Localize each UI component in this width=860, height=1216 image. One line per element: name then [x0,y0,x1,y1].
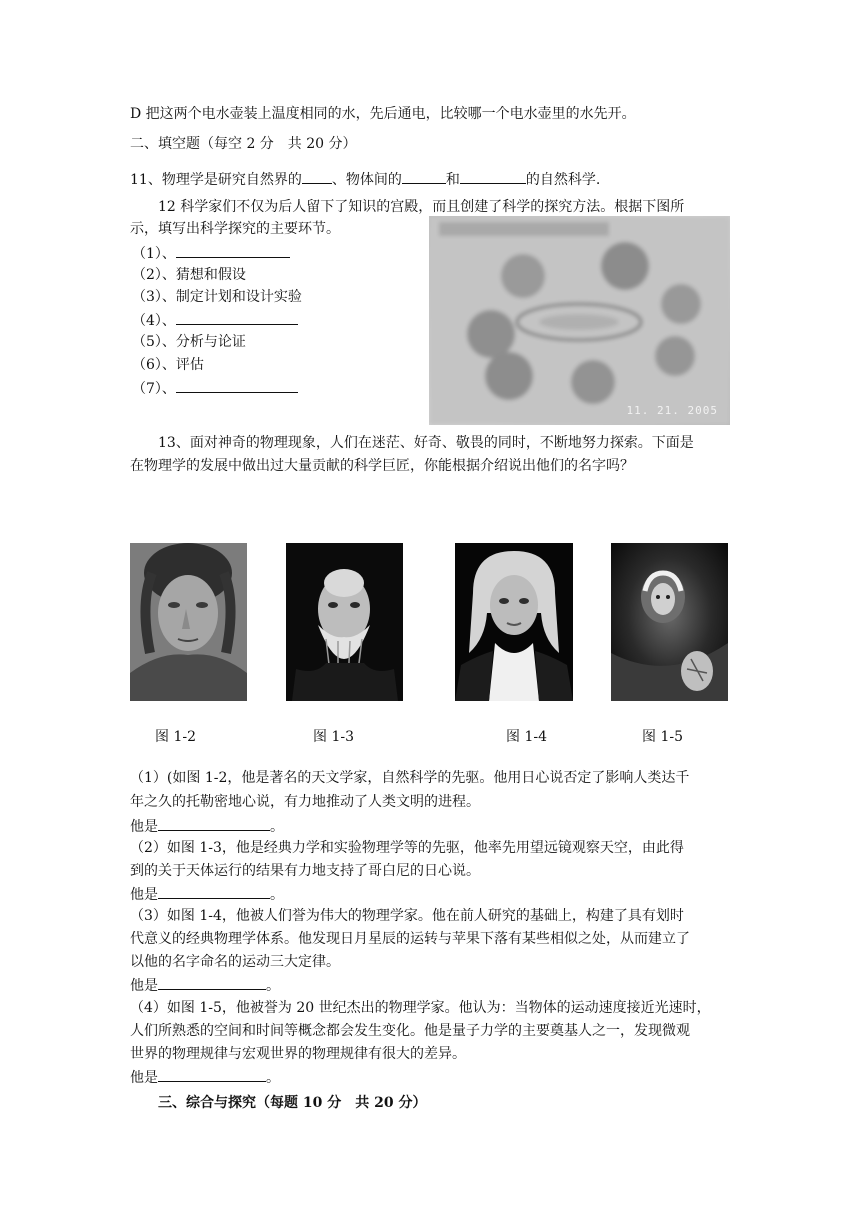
portrait-sphere-scene [611,543,728,701]
q11-text-c: 和 [445,172,460,188]
q12-step-3: （3）、制定计划和设计实验 [132,289,302,305]
question-d-option: D 把这两个电水壶装上温度相同的水，先后通电，比较哪一个电水壶里的水先开。 [130,106,636,122]
sub2-line-2: 到的关于天体运行的结果有力地支持了哥白尼的日心说。 [130,863,480,879]
sub4-answer: 他是 。 [130,1067,280,1088]
q12-intro-line-2: 示，填写出科学探究的主要环节。 [130,221,340,237]
sub1-answer: 他是 。 [130,816,284,837]
q12-step-1-blank[interactable] [176,243,290,258]
q11-text-a: 11、物理学是研究自然界的 [130,172,302,188]
q11-text-b: 、物体间的 [331,172,402,188]
galileo-portrait [286,543,403,701]
einstein-photo [611,543,728,701]
portrait-engraving-2 [286,543,403,701]
q12-intro-line-1: 12 科学家们不仅为后人留下了知识的宫殿，而且创建了科学的探究方法。根据下图所 [158,199,685,215]
sub3-line-3: 以他的名字命名的运动三大定律。 [130,954,340,970]
sub4-answer-blank[interactable] [158,1067,266,1082]
section-fill-blank-heading: 二、填空题（每空 2 分 共 20 分） [130,136,357,152]
q12-step-1: （1）、 [132,243,290,264]
sub2-line-1: （2）如图 1-3，他是经典力学和实验物理学等的先驱，他率先用望远镜观察天空，由此得 [130,840,684,856]
newton-portrait [455,543,573,701]
sub4-line-1: （4）如图 1-5，他被誉为 20 世纪杰出的物理学家。他认为：当物体的运动速度接近光速时， [130,1000,711,1016]
sub3-answer: 他是 。 [130,975,280,996]
q11-blank-3[interactable] [460,169,526,184]
q11-blank-2[interactable] [402,169,446,184]
q13-line-2: 在物理学的发展中做出过大量贡献的科学巨匠，你能根据介绍说出他们的名字吗？ [130,458,634,474]
sub3-answer-blank[interactable] [158,975,266,990]
q12-step-7: （7）、 [132,378,298,399]
sub3-line-2: 代意义的经典物理学体系。他发现日月星辰的运转与苹果下落有某些相似之处，从而建立了 [130,931,690,947]
figure-caption-1-5: 图 1-5 [642,729,683,745]
q12-step-4-blank[interactable] [176,310,298,325]
section-inquiry-heading: 三、综合与探究（每题 10 分 共 20 分） [158,1095,427,1111]
q11-text-d: 的自然科学. [525,172,601,188]
sub4-line-2: 人们所熟悉的空间和时间等概念都会发生变化。他是量子力学的主要奠基人之一，发现微观 [130,1023,690,1039]
q12-step-7-blank[interactable] [176,378,298,393]
figure-caption-1-3: 图 1-3 [313,729,354,745]
photo-date-stamp: 11. 21. 2005 [626,404,718,417]
q13-line-1: 13、面对神奇的物理现象，人们在迷茫、好奇、敬畏的同时，不断地努力探索。下面是 [158,435,694,451]
question-11 [130,169,600,190]
sub1-line-1: （1）(如图 1-2，他是著名的天文学家，自然科学的先驱。他用日心说否定了影响人类达千 [130,770,690,786]
q12-step-5: （5）、分析与论证 [132,334,246,350]
copernicus-portrait [130,543,247,701]
q12-step-2: （2）、猜想和假设 [132,267,246,283]
portrait-engraving-3 [455,543,573,701]
sub2-answer-blank[interactable] [158,884,270,899]
inquiry-cycle-photo [429,216,730,425]
sub3-line-1: （3）如图 1-4，他被人们誉为伟大的物理学家。他在前人研究的基础上，构建了具有划时 [130,908,684,924]
q12-step-4: （4）、 [132,310,298,331]
sub1-answer-blank[interactable] [158,816,270,831]
sub2-answer: 他是 。 [130,884,284,905]
sub4-line-3: 世界的物理规律与宏观世界的物理规律有很大的差异。 [130,1046,466,1062]
portrait-engraving-1 [130,543,247,701]
figure-caption-1-2: 图 1-2 [155,729,196,745]
q12-step-6: （6）、评估 [132,357,204,373]
figure-caption-1-4: 图 1-4 [506,729,547,745]
inquiry-cycle-illustration [429,216,730,425]
q11-blank-1[interactable] [302,169,332,184]
sub1-line-2: 年之久的托勒密地心说，有力地推动了人类文明的进程。 [130,794,480,810]
